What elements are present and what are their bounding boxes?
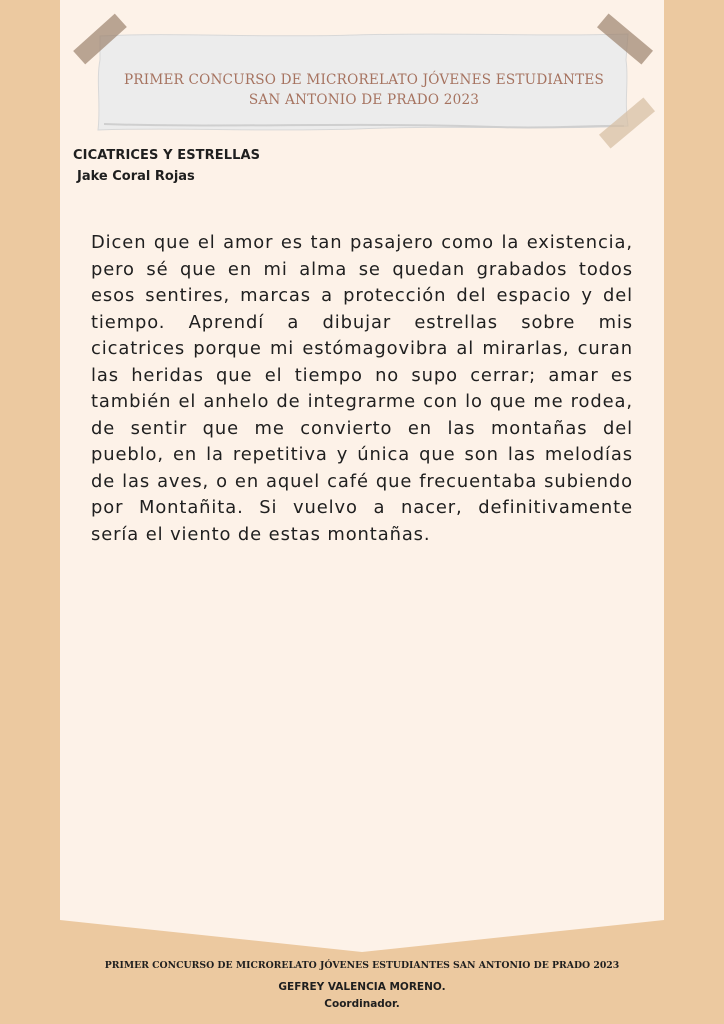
story-title: CICATRICES Y ESTRELLAS <box>73 148 261 163</box>
contest-banner-title <box>96 70 632 110</box>
banner-line-1: PRIMER CONCURSO DE MICRORELATO JÓVENES ESTUDIANTES <box>123 72 605 88</box>
footer-coordinator-name: GEFREY VALENCIA MORENO. <box>278 981 446 993</box>
footer-contest-title: PRIMER CONCURSO DE MICRORELATO JÓVENES ESTUDIANTES SAN ANTONIO DE PRADO 2023 <box>104 960 620 971</box>
footer-coordinator-role: Coordinador. <box>324 998 400 1010</box>
story-author: Jake Coral Rojas <box>77 169 195 184</box>
banner-line-2: SAN ANTONIO DE PRADO 2023 <box>248 92 480 108</box>
story-body: Dicen que el amor es tan pasajero como la existencia, pero sé que en mi alma se quedan grabados todos esos sentires, marcas a protección del espacio y del tiempo. Aprendí a dibujar estrellas sobre mis cicatrices porque mi estómagovibra al mirarlas, curan las heridas que el tiempo no supo cerrar; amar es también el anhelo de integrarme con lo que me rodea, de sentir que me convierto en las montañas del pueblo, en la repetitiva y única que son las melodías de las aves, o en aquel café que frecuentaba subiendo por Montañita. Si vuelvo a nacer, definitivamente sería el viento de estas montañas. <box>91 232 633 545</box>
